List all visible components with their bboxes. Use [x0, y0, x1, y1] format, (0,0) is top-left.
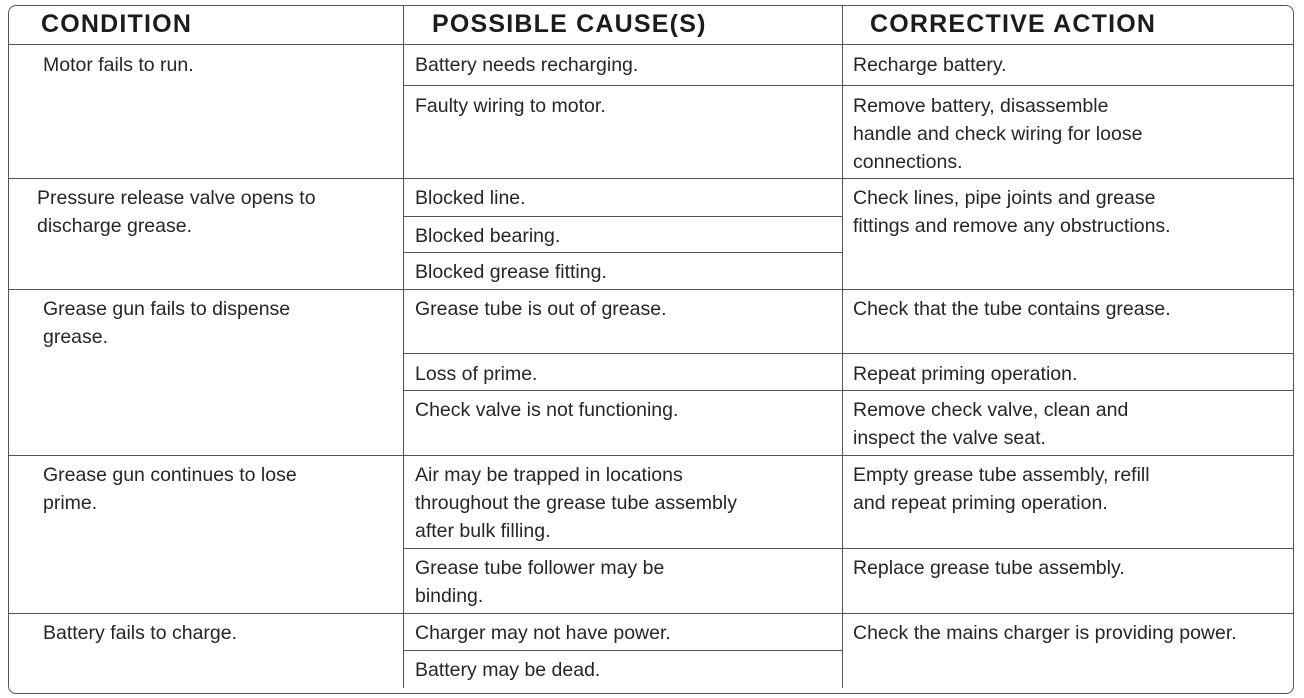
- header-condition: CONDITION: [41, 10, 193, 38]
- cause-cell: Charger may not have power.: [415, 622, 671, 644]
- cause-cell: Faulty wiring to motor.: [415, 95, 606, 117]
- cause-cell: Loss of prime.: [415, 363, 538, 385]
- condition-cell: Battery fails to charge.: [43, 622, 238, 644]
- action-cell: Recharge battery.: [853, 54, 1007, 76]
- subrow-divider: [403, 252, 842, 253]
- action-cell: Empty grease tube assembly, refill and repeat priming operation.: [853, 464, 1150, 514]
- cause-cell: Grease tube is out of grease.: [415, 298, 667, 320]
- subrow-divider: [403, 390, 1294, 391]
- action-cell: Remove check valve, clean and inspect the valve seat.: [853, 399, 1129, 449]
- cause-cell: Blocked grease fitting.: [415, 261, 607, 283]
- action-cell: Replace grease tube assembly.: [853, 557, 1125, 579]
- row-divider: [8, 613, 1294, 614]
- subrow-divider: [403, 353, 1294, 354]
- action-cell: Check lines, pipe joints and grease fittings and remove any obstructions.: [853, 187, 1171, 237]
- column-divider: [842, 5, 843, 688]
- subrow-divider: [403, 216, 842, 217]
- cause-cell: Grease tube follower may be binding.: [415, 557, 665, 607]
- condition-cell: Grease gun continues to lose prime.: [43, 464, 297, 514]
- row-divider: [8, 178, 1294, 179]
- header-corrective-action: CORRECTIVE ACTION: [870, 10, 1157, 38]
- cause-cell: Air may be trapped in locations throughout the grease tube assembly after bulk filling.: [415, 464, 737, 542]
- action-cell: Check the mains charger is providing power.: [853, 622, 1237, 644]
- header-divider: [8, 44, 1294, 45]
- subrow-divider: [403, 650, 842, 651]
- action-cell: Remove battery, disassemble handle and check wiring for loose connections.: [853, 95, 1143, 173]
- condition-cell: Pressure release valve opens to discharge grease.: [37, 187, 316, 237]
- row-divider: [8, 455, 1294, 456]
- column-divider: [403, 5, 404, 688]
- cause-cell: Battery may be dead.: [415, 659, 601, 681]
- cause-cell: Battery needs recharging.: [415, 54, 639, 76]
- cause-cell: Blocked line.: [415, 187, 526, 209]
- cause-cell: Blocked bearing.: [415, 225, 561, 247]
- condition-cell: Motor fails to run.: [43, 54, 194, 76]
- header-possible-causes: POSSIBLE CAUSE(S): [432, 10, 707, 38]
- subrow-divider: [403, 548, 1294, 549]
- subrow-divider: [403, 85, 1294, 86]
- action-cell: Check that the tube contains grease.: [853, 298, 1171, 320]
- cause-cell: Check valve is not functioning.: [415, 399, 679, 421]
- condition-cell: Grease gun fails to dispense grease.: [43, 298, 291, 348]
- row-divider: [8, 289, 1294, 290]
- action-cell: Repeat priming operation.: [853, 363, 1078, 385]
